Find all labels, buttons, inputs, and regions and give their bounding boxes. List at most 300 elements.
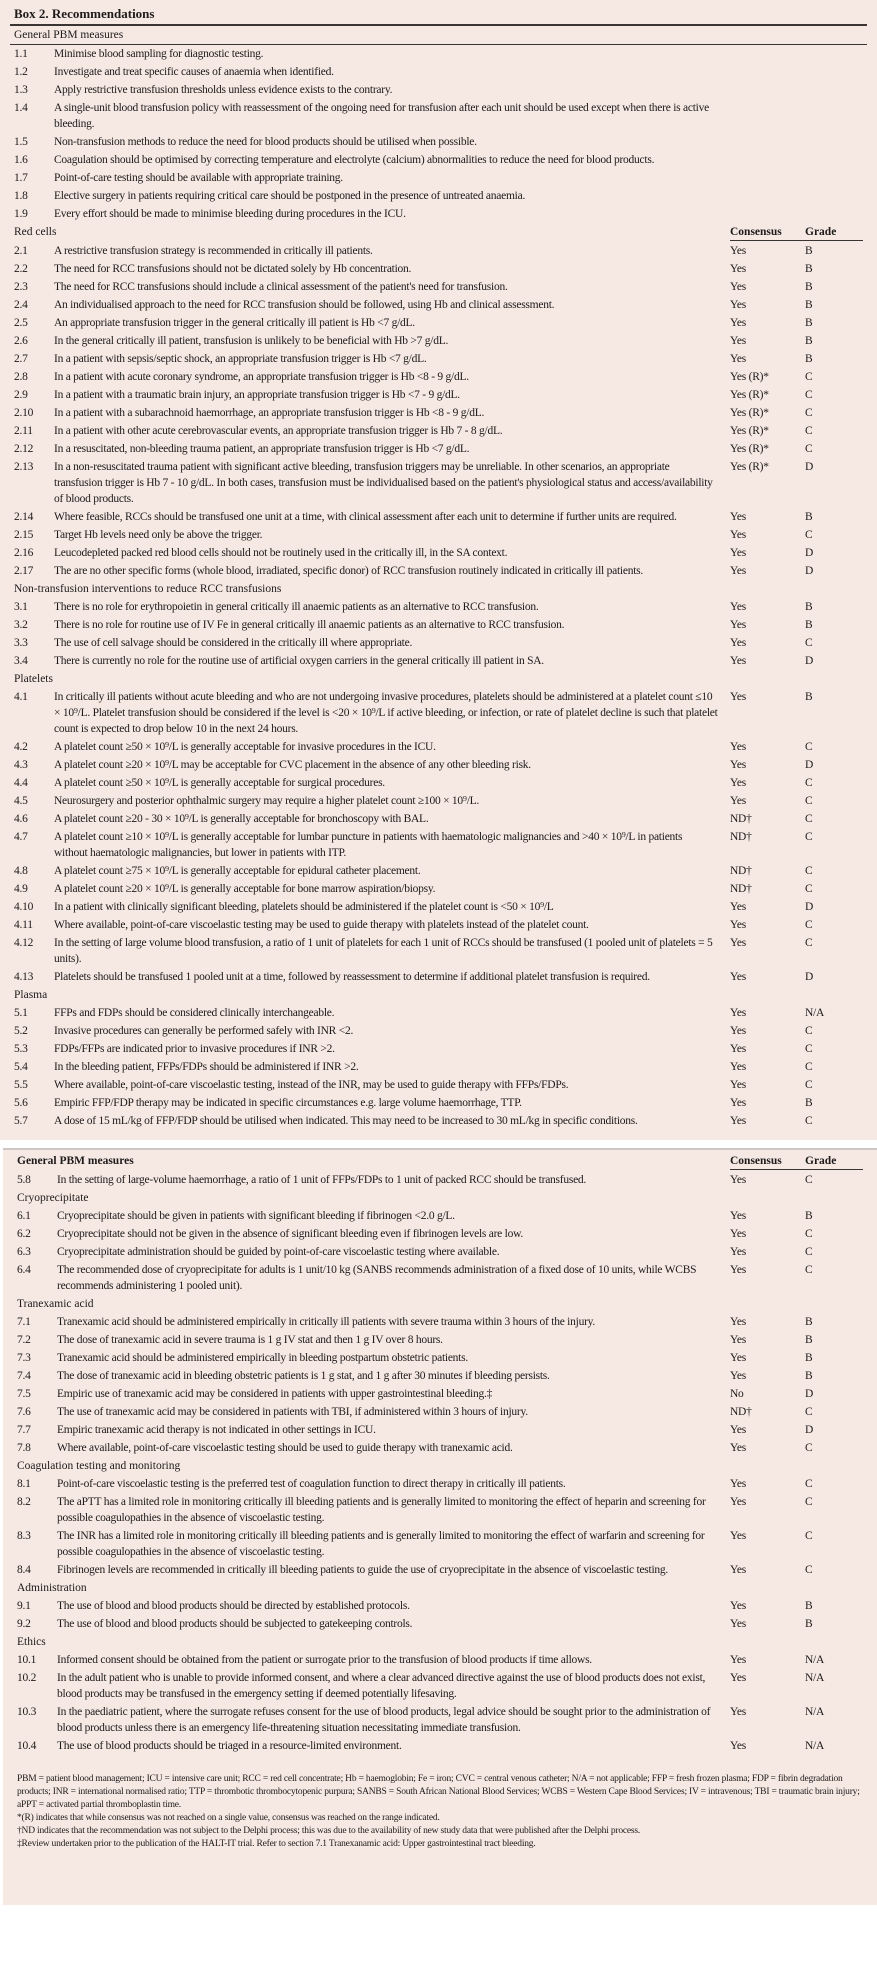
- recommendation-row: [10, 1094, 867, 1112]
- recommendation-number: 2.2: [14, 263, 28, 275]
- consensus-value: Yes: [730, 1097, 746, 1109]
- footnotes: [13, 1755, 867, 1851]
- consensus-value: Yes: [730, 1079, 746, 1091]
- recommendation-row: [10, 187, 867, 205]
- recommendation-text: In the paediatric patient, where the surrogate refuses consent for the use of blood products, legal advice should be sought prior to the administration of blood products unless there is an emergency life-threatening situation necessitating immediate transfusion.: [57, 1706, 711, 1734]
- section-title: Tranexamic acid: [17, 1298, 94, 1310]
- section-heading: [13, 1457, 867, 1475]
- consensus-value: Yes: [730, 1210, 746, 1222]
- recommendation-row: [13, 1527, 867, 1561]
- grade-value: B: [805, 317, 813, 329]
- recommendation-row: [10, 169, 867, 187]
- consensus-value: Yes: [730, 1115, 746, 1127]
- grade-value: B: [805, 353, 813, 365]
- recommendation-number: 4.11: [14, 919, 33, 931]
- consensus-value: Yes: [730, 759, 746, 771]
- grade-value: B: [805, 691, 813, 703]
- recommendation-text: A platelet count ≥50 × 10⁹/L is generally acceptable for invasive procedures in the ICU.: [54, 741, 436, 753]
- recommendation-row: [10, 526, 867, 544]
- consensus-value: Yes: [730, 1264, 746, 1276]
- consensus-value: Yes: [730, 1228, 746, 1240]
- recommendation-number: 1.2: [14, 66, 28, 78]
- recommendation-number: 5.8: [17, 1174, 31, 1186]
- grade-value: C: [805, 371, 813, 383]
- recommendation-text: A platelet count ≥50 × 10⁹/L is generally acceptable for surgical procedures.: [54, 777, 385, 789]
- recommendation-text: Non-transfusion methods to reduce the need for blood products should be utilised when possible.: [54, 136, 477, 148]
- recommendation-text: In the setting of large-volume haemorrhage, a ratio of 1 unit of FFPs/FDPs to 1 unit of packed RCC should be transfused.: [57, 1174, 587, 1186]
- recommendation-row: [10, 774, 867, 792]
- consensus-value: Yes: [730, 1706, 746, 1718]
- recommendation-number: 4.6: [14, 813, 28, 825]
- consensus-value: Yes (R)*: [730, 389, 769, 401]
- recommendation-number: 2.13: [14, 461, 34, 473]
- grade-value: N/A: [805, 1740, 825, 1752]
- grade-value: C: [805, 1079, 813, 1091]
- recommendation-number: 5.4: [14, 1061, 28, 1073]
- consensus-value: Yes: [730, 655, 746, 667]
- recommendation-text: Fibrinogen levels are recommended in critically ill bleeding patients to guide the use of cryoprecipitate in the absence of viscoelastic testing.: [57, 1564, 669, 1576]
- recommendation-number: 6.3: [17, 1246, 31, 1258]
- grade-value: N/A: [805, 1007, 825, 1019]
- recommendation-number: 8.3: [17, 1530, 31, 1542]
- recommendation-row: [10, 260, 867, 278]
- consensus-value: Yes (R)*: [730, 425, 769, 437]
- recommendation-number: 7.1: [17, 1316, 31, 1328]
- recommendation-text: FFPs and FDPs should be considered clinically interchangeable.: [54, 1007, 335, 1019]
- consensus-value: Yes: [730, 637, 746, 649]
- grade-value: D: [805, 565, 814, 577]
- consensus-value: Yes: [730, 1246, 746, 1258]
- recommendation-number: 2.17: [14, 565, 34, 577]
- recommendation-text: Where feasible, RCCs should be transfused one unit at a time, with clinical assessment after each unit to determine if further units are required.: [54, 511, 677, 523]
- recommendation-row: [10, 880, 867, 898]
- recommendation-row: [10, 404, 867, 422]
- recommendation-text: FDPs/FFPs are indicated prior to invasive procedures if INR >2.: [54, 1043, 335, 1055]
- consensus-value: Yes: [730, 1334, 746, 1346]
- recommendation-number: 5.1: [14, 1007, 28, 1019]
- grade-value: B: [805, 1210, 813, 1222]
- consensus-value: Yes: [730, 1740, 746, 1752]
- recommendation-row: [13, 1737, 867, 1755]
- grade-value: B: [805, 1352, 813, 1364]
- recommendation-row: [10, 828, 867, 862]
- recommendation-text: Cryoprecipitate administration should be guided by point-of-care viscoelastic testing where available.: [57, 1246, 500, 1258]
- section-heading: [13, 1633, 867, 1651]
- recommendation-text: In the general critically ill patient, transfusion is unlikely to be beneficial with Hb >7 g/dL.: [54, 335, 449, 347]
- grade-value: C: [805, 1228, 813, 1240]
- recommendation-number: 3.2: [14, 619, 28, 631]
- grade-value: B: [805, 511, 813, 523]
- recommendation-number: 1.8: [14, 190, 28, 202]
- consensus-value: Yes: [730, 1174, 746, 1186]
- grade-value: C: [805, 1264, 813, 1276]
- recommendation-number: 4.12: [14, 937, 34, 949]
- recommendation-number: 6.4: [17, 1264, 31, 1276]
- consensus-value: [730, 170, 805, 186]
- recommendation-number: 1.6: [14, 154, 28, 166]
- recommendation-text: The use of tranexamic acid may be considered in patients with TBI, if administered within 3 hours of injury.: [57, 1406, 528, 1418]
- recommendation-row: [13, 1561, 867, 1579]
- recommendation-number: 8.1: [17, 1478, 31, 1490]
- recommendation-text: A platelet count ≥20 - 30 × 10⁹/L is generally acceptable for bronchoscopy with BAL.: [54, 813, 429, 825]
- recommendation-number: 2.11: [14, 425, 33, 437]
- grade-value: B: [805, 1097, 813, 1109]
- grade-value: C: [805, 389, 813, 401]
- consensus-value: Yes: [730, 353, 746, 365]
- consensus-value: Yes: [730, 1618, 746, 1630]
- recommendation-text: Platelets should be transfused 1 pooled unit at a time, followed by reassessment to determine if additional platelet transfusion is required.: [54, 971, 650, 983]
- grade-value: C: [805, 813, 813, 825]
- consensus-value: Yes (R)*: [730, 461, 769, 473]
- recommendation-number: 10.2: [17, 1672, 37, 1684]
- recommendation-row: [10, 368, 867, 386]
- recommendation-number: 5.5: [14, 1079, 28, 1091]
- recommendation-number: 4.5: [14, 795, 28, 807]
- recommendation-row: [10, 1058, 867, 1076]
- section-title: Cryoprecipitate: [17, 1192, 89, 1204]
- consensus-value: [730, 46, 805, 62]
- recommendation-text: A platelet count ≥10 × 10⁹/L is generally acceptable for lumbar puncture in patients with haematologic malignancies and >40 × 10⁹/L in patients without haematologic malignancies, but lower in patients with ITP.: [54, 831, 683, 859]
- recommendation-number: 10.3: [17, 1706, 37, 1718]
- grade-value: C: [805, 1115, 813, 1127]
- recommendation-number: 1.5: [14, 136, 28, 148]
- recommendation-text: Where available, point-of-care viscoelastic testing should be used to guide therapy with tranexamic acid.: [57, 1442, 513, 1454]
- consensus-value: [730, 64, 805, 80]
- consensus-value: Yes: [730, 1025, 746, 1037]
- recommendation-number: 4.13: [14, 971, 34, 983]
- section-heading: [13, 1295, 867, 1313]
- consensus-value: [730, 82, 805, 98]
- recommendation-row: [10, 296, 867, 314]
- recommendation-number: 3.3: [14, 637, 28, 649]
- grade-value: B: [805, 335, 813, 347]
- grade-value: C: [805, 529, 813, 541]
- recommendation-row: [10, 652, 867, 670]
- grade-value: C: [805, 865, 813, 877]
- recommendation-row: [10, 45, 867, 63]
- recommendation-row: [10, 862, 867, 880]
- recommendation-row: [13, 1349, 867, 1367]
- grade-value: B: [805, 601, 813, 613]
- consensus-value: ND†: [730, 865, 752, 877]
- consensus-value: Yes: [730, 937, 746, 949]
- grade-value: C: [805, 1442, 813, 1454]
- recommendation-text: In a resuscitated, non-bleeding trauma patient, an appropriate transfusion trigger is Hb <7 g/dL.: [54, 443, 470, 455]
- consensus-value: [730, 188, 805, 204]
- recommendation-text: The need for RCC transfusions should include a clinical assessment of the patient's need for transfusion.: [54, 281, 508, 293]
- recommendation-row: [10, 562, 867, 580]
- recommendation-number: 7.3: [17, 1352, 31, 1364]
- recommendation-row: [13, 1669, 867, 1703]
- recommendation-row: [13, 1615, 867, 1633]
- grade-value: C: [805, 425, 813, 437]
- recommendation-text: Neurosurgery and posterior ophthalmic surgery may require a higher platelet count ≥100 × 10⁹/L.: [54, 795, 480, 807]
- consensus-value: Yes: [730, 1424, 746, 1436]
- recommendation-text: Apply restrictive transfusion thresholds unless evidence exists to the contrary.: [54, 84, 393, 96]
- recommendation-row: [10, 916, 867, 934]
- consensus-value: Yes: [730, 619, 746, 631]
- grade-value: B: [805, 1316, 813, 1328]
- grade-value: B: [805, 619, 813, 631]
- recommendation-number: 7.2: [17, 1334, 31, 1346]
- recommendation-number: 1.7: [14, 172, 28, 184]
- recommendation-row: [10, 133, 867, 151]
- grade-value: C: [805, 1043, 813, 1055]
- section-title: Coagulation testing and monitoring: [17, 1460, 181, 1472]
- recommendation-number: 5.7: [14, 1115, 28, 1127]
- grade-value: [805, 152, 863, 168]
- recommendation-row: [10, 544, 867, 562]
- recommendation-row: [10, 1040, 867, 1058]
- grade-value: [805, 206, 863, 222]
- recommendation-number: 2.8: [14, 371, 28, 383]
- recommendation-text: In a patient with sepsis/septic shock, an appropriate transfusion trigger is Hb <7 g/dL.: [54, 353, 427, 365]
- recommendation-text: The use of blood products should be triaged in a resource-limited environment.: [57, 1740, 402, 1752]
- consensus-value: Yes: [730, 317, 746, 329]
- recommendation-row: [13, 1243, 867, 1261]
- consensus-value: [730, 100, 805, 132]
- consensus-value: Yes: [730, 795, 746, 807]
- footnote: †ND indicates that the recommendation was not subject to the Delphi process; this was due to the availability of new study data that were published after the Delphi process.: [17, 1826, 641, 1836]
- consensus-value: Yes: [730, 1496, 746, 1508]
- consensus-value: ND†: [730, 813, 752, 825]
- recommendation-number: 2.15: [14, 529, 34, 541]
- consensus-value: Yes: [730, 901, 746, 913]
- recommendation-number: 1.9: [14, 208, 28, 220]
- part-1-sections: [10, 26, 867, 1130]
- recommendation-text: In critically ill patients without acute bleeding and who are not undergoing invasive procedures, platelets should be administered at a platelet count ≤10 × 10⁹/L. Platelet transfusion should be considered if the level is <20 × 10⁹/L if active bleeding, or infection, or rate of platelet decline is such that platelet count is expected to drop below 10 in the next 24 hours.: [54, 691, 718, 735]
- grade-value: D: [805, 1424, 814, 1436]
- recommendation-row: [10, 968, 867, 986]
- recommendation-row: [13, 1439, 867, 1457]
- recommendation-row: [10, 151, 867, 169]
- consensus-value: Yes: [730, 1007, 746, 1019]
- recommendation-number: 1.3: [14, 84, 28, 96]
- consensus-value: Yes: [730, 1061, 746, 1073]
- grade-value: C: [805, 1025, 813, 1037]
- grade-value: C: [805, 777, 813, 789]
- recommendation-text: The dose of tranexamic acid in bleeding obstetric patients is 1 g stat, and 1 g after 30 minutes if bleeding persists.: [57, 1370, 550, 1382]
- grade-value: D: [805, 901, 814, 913]
- recommendation-text: Investigate and treat specific causes of anaemia when identified.: [54, 66, 334, 78]
- recommendation-text: The INR has a limited role in monitoring critically ill bleeding patients and is generally limited to monitoring the effect of warfarin and screening for possible coagulopathies in the absence of viscoelastic testing.: [57, 1530, 705, 1558]
- grade-value: N/A: [805, 1654, 825, 1666]
- recommendation-row: [10, 81, 867, 99]
- recommendation-text: A dose of 15 mL/kg of FFP/FDP should be utilised when indicated. This may need to be increased to 30 mL/kg in specific conditions.: [54, 1115, 638, 1127]
- recommendation-row: [13, 1421, 867, 1439]
- consensus-value: Yes (R)*: [730, 443, 769, 455]
- grade-value: C: [805, 1530, 813, 1542]
- recommendation-number: 4.10: [14, 901, 34, 913]
- grade-value: D: [805, 759, 814, 771]
- recommendation-text: A restrictive transfusion strategy is recommended in critically ill patients.: [54, 245, 373, 257]
- section-title: Red cells: [14, 226, 57, 238]
- recommendation-text: Elective surgery in patients requiring critical care should be postponed in the presence of untreated anaemia.: [54, 190, 526, 202]
- consensus-value: Yes (R)*: [730, 371, 769, 383]
- recommendation-text: Tranexamic acid should be administered empirically in bleeding postpartum obstetric patients.: [57, 1352, 468, 1364]
- grade-value: B: [805, 1600, 813, 1612]
- section-heading: [13, 1189, 867, 1207]
- recommendation-text: The use of cell salvage should be considered in the critically ill where appropriate.: [54, 637, 413, 649]
- consensus-value: [730, 206, 805, 222]
- consensus-value: ND†: [730, 883, 752, 895]
- recommendation-text: In the bleeding patient, FFPs/FDPs should be administered if INR >2.: [54, 1061, 359, 1073]
- recommendation-row: [13, 1225, 867, 1243]
- consensus-value: Yes: [730, 601, 746, 613]
- grade-value: B: [805, 245, 813, 257]
- recommendation-number: 7.6: [17, 1406, 31, 1418]
- recommendation-text: There is no role for routine use of IV Fe in general critically ill anaemic patients as an alternative to RCC transfusion.: [54, 619, 565, 631]
- recommendation-row: [10, 63, 867, 81]
- recommendation-row: [10, 314, 867, 332]
- recommendation-number: 1.4: [14, 102, 28, 114]
- recommendation-number: 7.7: [17, 1424, 31, 1436]
- grade-value: C: [805, 1406, 813, 1418]
- consensus-value: Yes: [730, 1478, 746, 1490]
- recommendation-row: [10, 934, 867, 968]
- section-title: Non-transfusion interventions to reduce RCC transfusions: [14, 583, 282, 595]
- recommendation-number: 4.1: [14, 691, 28, 703]
- recommendation-text: The recommended dose of cryoprecipitate for adults is 1 unit/10 kg (SANBS recommends administration of a fixed dose of 10 units, while WCBS recommends administering 1 pooled unit).: [57, 1264, 697, 1292]
- recommendation-row: [10, 332, 867, 350]
- recommendation-number: 7.8: [17, 1442, 31, 1454]
- footnote: *(R) indicates that while consensus was not reached on a single value, consensus was reached on the range indicated.: [17, 1813, 440, 1823]
- recommendation-number: 2.4: [14, 299, 28, 311]
- recommendation-number: 2.9: [14, 389, 28, 401]
- recommendation-row: [10, 422, 867, 440]
- recommendation-text: A platelet count ≥20 × 10⁹/L may be acceptable for CVC placement in the absence of any other bleeding risk.: [54, 759, 531, 771]
- grade-value: D: [805, 547, 814, 559]
- grade-value: [805, 134, 863, 150]
- recommendation-number: 6.2: [17, 1228, 31, 1240]
- section-title: Administration: [17, 1582, 87, 1594]
- recommendation-row: [13, 1331, 867, 1349]
- recommendation-text: Coagulation should be optimised by correcting temperature and electrolyte (calcium) abnormalities to reduce the need for blood products.: [54, 154, 655, 166]
- consensus-value: Yes: [730, 777, 746, 789]
- recommendation-number: 6.1: [17, 1210, 31, 1222]
- recommendation-text: In a patient with a subarachnoid haemorrhage, an appropriate transfusion trigger is Hb <8 - 9 g/dL.: [54, 407, 485, 419]
- recommendation-number: 2.16: [14, 547, 34, 559]
- grade-value: D: [805, 461, 814, 473]
- grade-value: C: [805, 883, 813, 895]
- section-heading: [10, 26, 867, 45]
- recommendation-number: 2.1: [14, 245, 28, 257]
- consensus-value: Yes: [730, 299, 746, 311]
- consensus-value: Yes: [730, 1370, 746, 1382]
- grade-value: D: [805, 971, 814, 983]
- consensus-value: Yes: [730, 1564, 746, 1576]
- recommendation-number: 5.2: [14, 1025, 28, 1037]
- recommendation-number: 4.9: [14, 883, 28, 895]
- recommendation-number: 3.1: [14, 601, 28, 613]
- section-title: Plasma: [14, 989, 48, 1001]
- recommendation-text: Cryoprecipitate should be given in patients with significant bleeding if fibrinogen <2.0 g/L.: [57, 1210, 455, 1222]
- recommendation-number: 7.5: [17, 1388, 31, 1400]
- recommendation-row: [13, 1651, 867, 1669]
- recommendation-row: [10, 1112, 867, 1130]
- consensus-value: Yes: [730, 529, 746, 541]
- recommendation-text: The need for RCC transfusions should not be dictated solely by Hb concentration.: [54, 263, 412, 275]
- grade-column-header: Grade: [805, 1153, 863, 1170]
- grade-value: C: [805, 1564, 813, 1576]
- recommendation-row: [13, 1493, 867, 1527]
- recommendation-text: Target Hb levels need only be above the trigger.: [54, 529, 263, 541]
- recommendation-number: 1.1: [14, 48, 28, 60]
- recommendation-text: Informed consent should be obtained from the patient or surrogate prior to the transfusion of blood products if time allows.: [57, 1654, 592, 1666]
- recommendation-number: 2.7: [14, 353, 28, 365]
- recommendation-row: [10, 278, 867, 296]
- recommendation-number: 2.6: [14, 335, 28, 347]
- section-heading: [10, 580, 867, 598]
- footnote: PBM = patient blood management; ICU = intensive care unit; RCC = red cell concentrate; Hb = haemoglobin; Fe = iron; CVC = central venous catheter; N/A = not applicable; FFP = fresh frozen plasma; FDP = fibrin degradation products; INR = international normalised ratio; TTP = thrombotic thrombocytopenic purpura; SANBS = South African National Blood Services; WCBS = Western Cape Blood Services; IV = intravenous; TBI = traumatic brain injury; aPPT = activated partial thromboplastin time.: [17, 1774, 860, 1810]
- grade-value: B: [805, 263, 813, 275]
- section-title: Platelets: [14, 673, 53, 685]
- grade-value: C: [805, 831, 813, 843]
- recommendation-row: [10, 598, 867, 616]
- recommendation-text: An appropriate transfusion trigger in the general critically ill patient is Hb <7 g/dL.: [54, 317, 415, 329]
- consensus-value: Yes: [730, 565, 746, 577]
- recommendation-text: A single-unit blood transfusion policy with reassessment of the ongoing need for transfusion after each unit should be used except when there is active bleeding.: [54, 102, 709, 130]
- grade-value: B: [805, 299, 813, 311]
- grade-column-header: Grade: [805, 224, 863, 241]
- recommendation-row: [13, 1703, 867, 1737]
- recommendation-number: 10.4: [17, 1740, 37, 1752]
- grade-value: C: [805, 795, 813, 807]
- recommendation-text: In a patient with other acute cerebrovascular events, an appropriate transfusion trigger is Hb 7 - 8 g/dL.: [54, 425, 503, 437]
- recommendation-row: [10, 386, 867, 404]
- grade-value: C: [805, 637, 813, 649]
- recommendation-row: [13, 1367, 867, 1385]
- consensus-value: Yes: [730, 1530, 746, 1542]
- recommendation-text: In a patient with a traumatic brain injury, an appropriate transfusion trigger is Hb <7 - 9 g/dL.: [54, 389, 460, 401]
- recommendation-row: [13, 1385, 867, 1403]
- recommendation-row: [10, 634, 867, 652]
- recommendation-row: [10, 738, 867, 756]
- recommendation-text: The are no other specific forms (whole blood, irradiated, specific donor) of RCC transfusion routinely indicated in critically ill patients.: [54, 565, 644, 577]
- recommendation-row: [10, 440, 867, 458]
- consensus-value: Yes: [730, 245, 746, 257]
- recommendation-row: [10, 792, 867, 810]
- recommendation-text: In the adult patient who is unable to provide informed consent, and where a clear advanced directive against the use of blood products does not exist, blood products may be transfused in the emergency setting if deemed potentially lifesaving.: [57, 1672, 706, 1700]
- consensus-value: Yes: [730, 1672, 746, 1684]
- recommendation-number: 2.3: [14, 281, 28, 293]
- recommendation-text: A platelet count ≥75 × 10⁹/L is generally acceptable for epidural catheter placement.: [54, 865, 421, 877]
- recommendation-text: Tranexamic acid should be administered empirically in critically ill patients with severe trauma within 3 hours of the injury.: [57, 1316, 596, 1328]
- consensus-value: ND†: [730, 1406, 752, 1418]
- recommendation-text: In a patient with clinically significant bleeding, platelets should be administered if the platelet count is <50 × 10⁹/L: [54, 901, 554, 913]
- recommendation-number: 10.1: [17, 1654, 37, 1666]
- recommendation-number: 4.4: [14, 777, 28, 789]
- grade-value: C: [805, 1174, 813, 1186]
- grade-value: [805, 100, 863, 132]
- recommendation-text: The aPTT has a limited role in monitoring critically ill bleeding patients and is generally limited to monitoring the effect of heparin and screening for possible coagulopathies in the absence of viscoelastic testing.: [57, 1496, 706, 1524]
- consensus-value: Yes: [730, 1654, 746, 1666]
- grade-value: C: [805, 1496, 813, 1508]
- recommendation-row: [10, 1022, 867, 1040]
- consensus-value: Yes: [730, 691, 746, 703]
- recommendations-box-part-2: [3, 1148, 877, 1905]
- recommendation-number: 3.4: [14, 655, 28, 667]
- grade-value: [805, 64, 863, 80]
- recommendation-row: [10, 616, 867, 634]
- consensus-value: Yes: [730, 511, 746, 523]
- consensus-value: Yes: [730, 1043, 746, 1055]
- consensus-value: Yes: [730, 1442, 746, 1454]
- grade-value: [805, 82, 863, 98]
- recommendation-row: [13, 1403, 867, 1421]
- consensus-value: No: [730, 1388, 744, 1400]
- recommendation-text: In a non-resuscitated trauma patient with significant active bleeding, transfusion triggers may be unreliable. In other scenarios, an appropriate transfusion trigger is Hb 7 - 10 g/dL. In both cases, transfusion must be individualised based on the patient's physiological status and access/availability of blood products.: [54, 461, 713, 505]
